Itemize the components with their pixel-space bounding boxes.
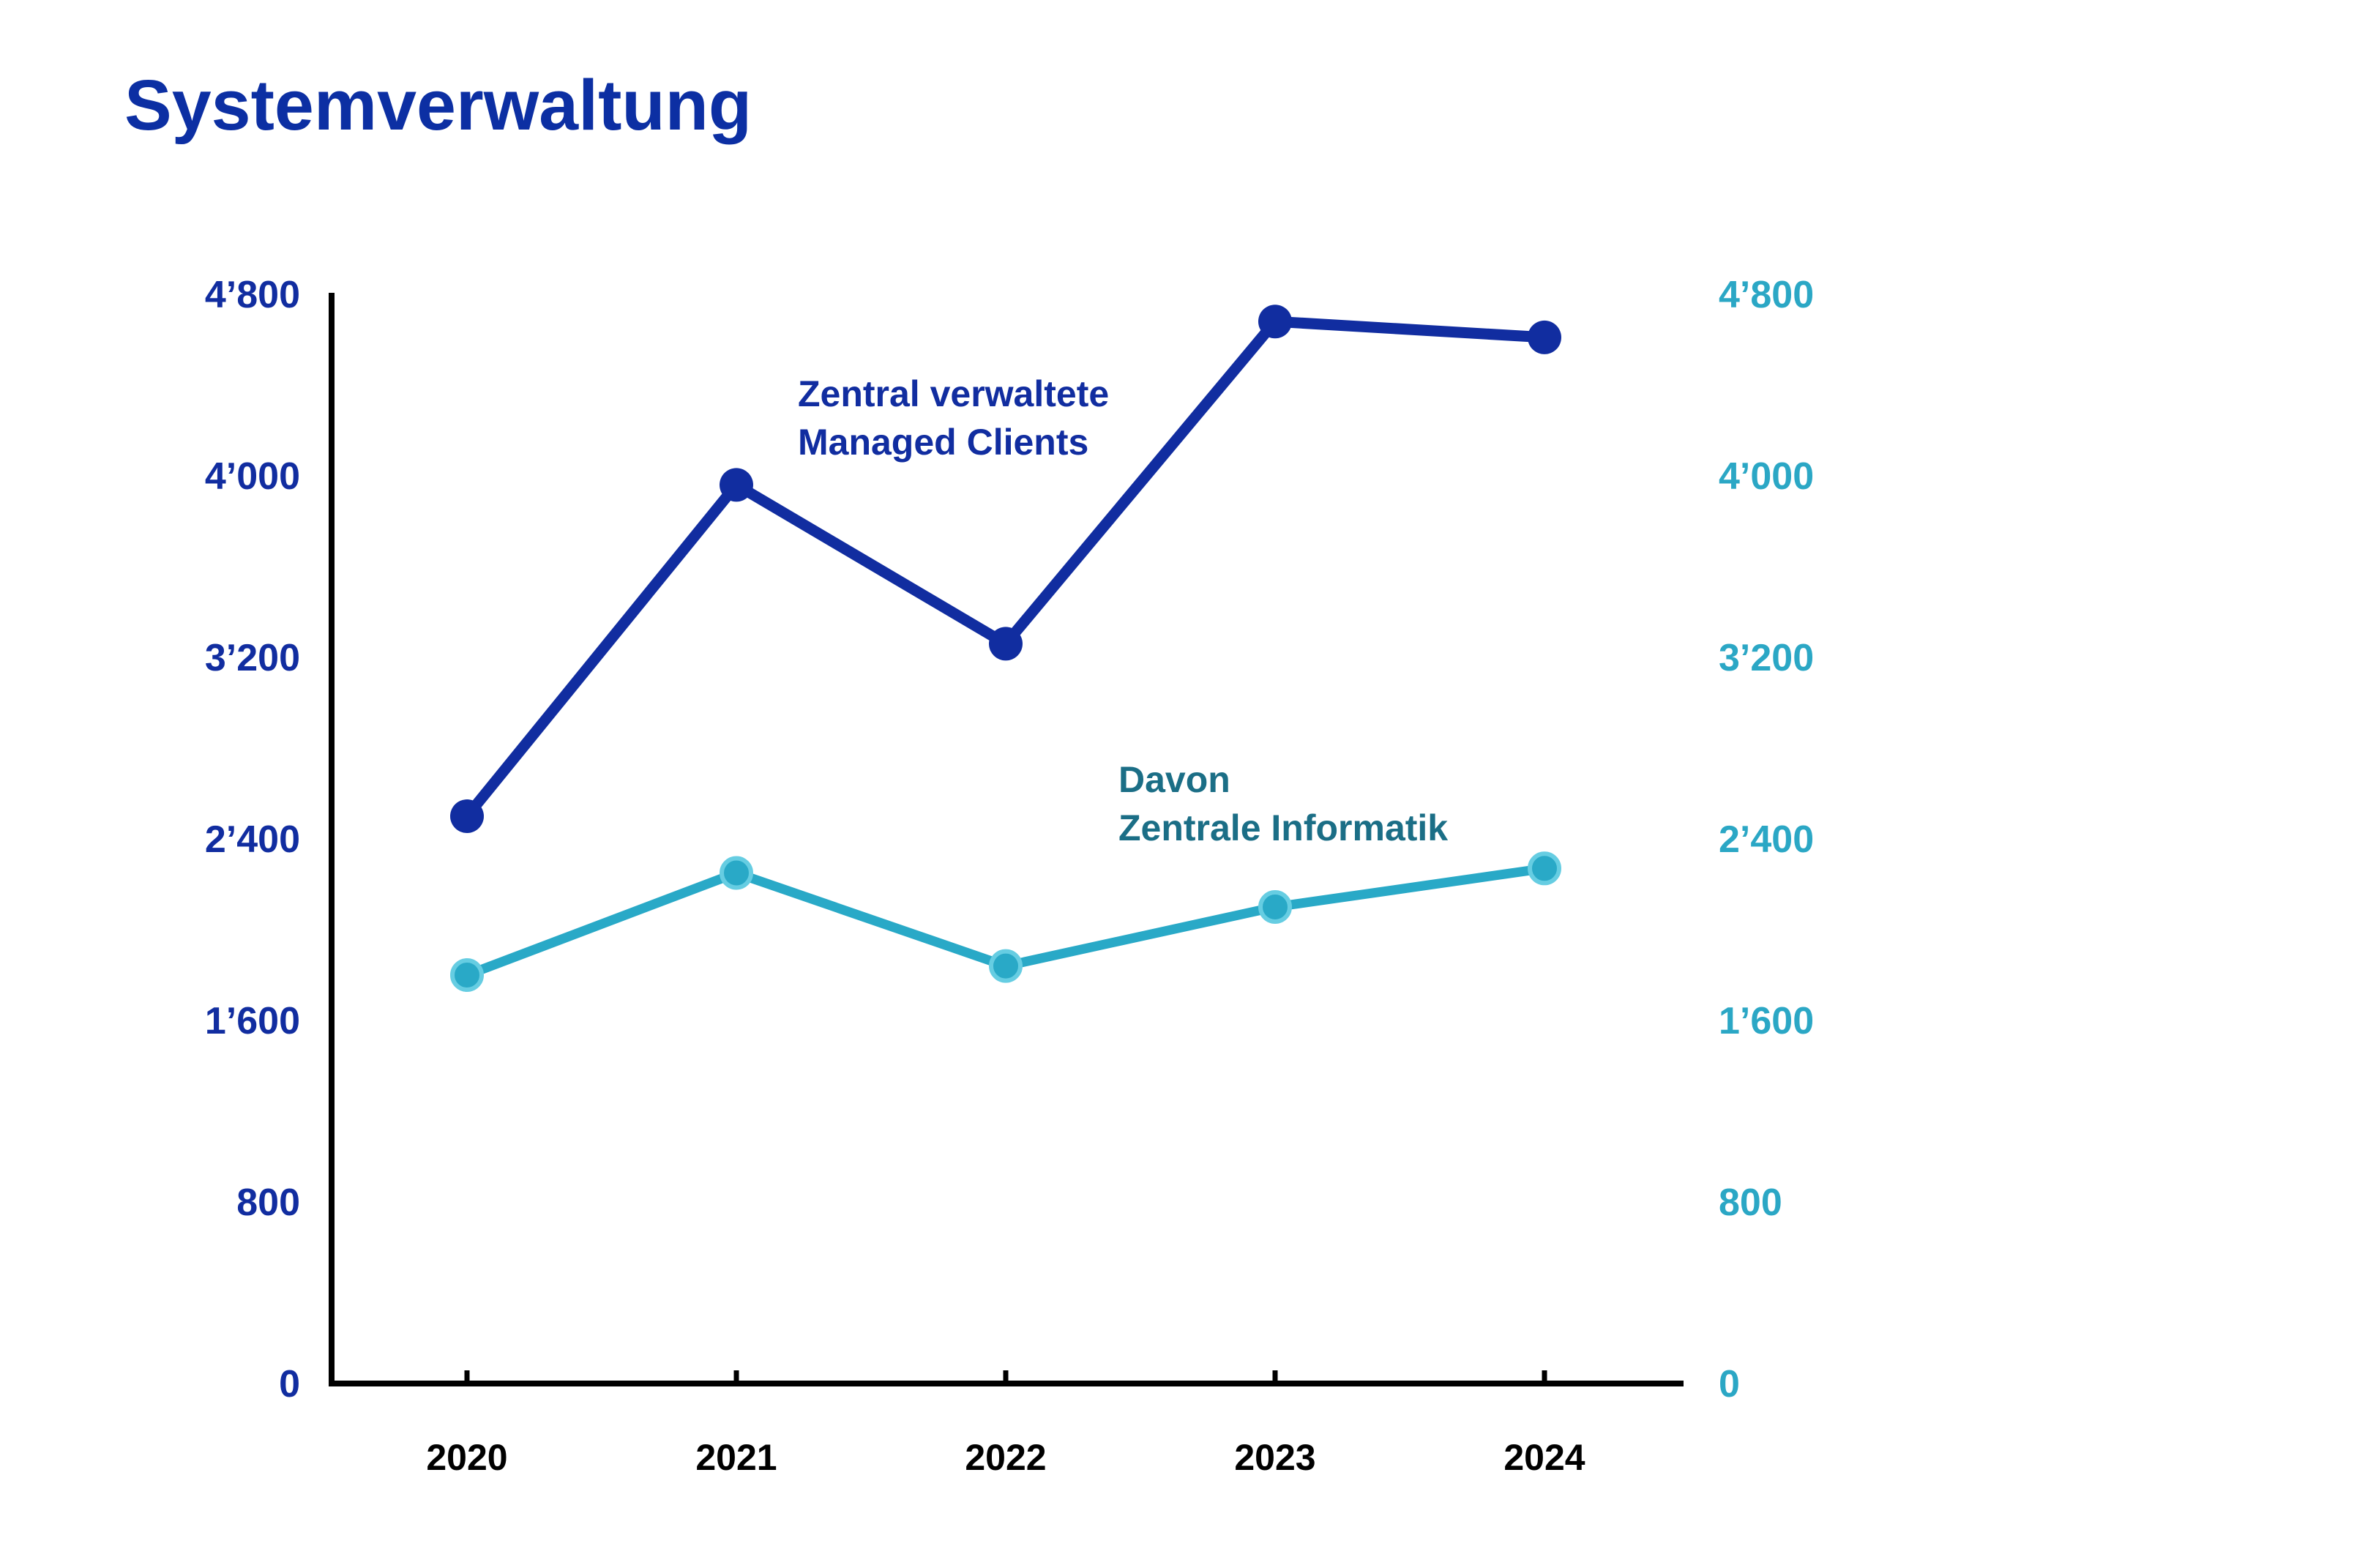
series-label-managed-clients bbox=[798, 370, 1109, 466]
data-point-marker-series-1 bbox=[452, 960, 482, 990]
data-point-marker-series-0 bbox=[989, 627, 1023, 660]
x-tick-label: 2020 bbox=[426, 1437, 508, 1478]
data-point-marker-series-0 bbox=[1258, 305, 1292, 338]
x-tick-label: 2021 bbox=[695, 1437, 777, 1478]
series-label-line: Davon bbox=[1118, 759, 1230, 800]
series-label-line: Managed Clients bbox=[798, 422, 1089, 463]
x-tick-label: 2023 bbox=[1234, 1437, 1316, 1478]
data-point-marker-series-0 bbox=[1528, 321, 1561, 354]
series-label-zentrale-informatik bbox=[1118, 755, 1448, 852]
data-point-marker-series-1 bbox=[722, 859, 751, 888]
data-point-marker-series-1 bbox=[1260, 892, 1290, 922]
y-tick-label-left: 4’800 bbox=[204, 274, 300, 316]
data-point-marker-series-1 bbox=[1530, 854, 1559, 883]
y-tick-label-left: 2’400 bbox=[204, 818, 300, 861]
y-tick-label-left: 1’600 bbox=[204, 1000, 300, 1042]
x-tick-label: 2024 bbox=[1503, 1437, 1585, 1478]
y-tick-label-left: 3’200 bbox=[204, 637, 300, 679]
data-point-marker-series-0 bbox=[450, 799, 484, 833]
y-tick-label-right: 4’000 bbox=[1719, 455, 1815, 498]
y-tick-label-left: 800 bbox=[236, 1181, 300, 1224]
y-tick-label-right: 1’600 bbox=[1719, 1000, 1815, 1042]
y-tick-label-right: 0 bbox=[1719, 1363, 1740, 1405]
x-tick-label: 2022 bbox=[965, 1437, 1047, 1478]
series-label-line: Zentrale Informatik bbox=[1118, 807, 1449, 848]
data-point-marker-series-1 bbox=[991, 952, 1020, 981]
chart-title: Systemverwaltung bbox=[124, 65, 752, 145]
y-tick-label-right: 2’400 bbox=[1719, 818, 1815, 861]
y-tick-label-left: 4’000 bbox=[204, 455, 300, 498]
y-tick-label-right: 4’800 bbox=[1719, 274, 1815, 316]
y-tick-label-right: 3’200 bbox=[1719, 637, 1815, 679]
y-tick-label-left: 0 bbox=[279, 1363, 300, 1405]
data-point-marker-series-0 bbox=[720, 468, 753, 501]
series-label-line: Zentral verwaltete bbox=[798, 373, 1110, 414]
y-tick-label-right: 800 bbox=[1719, 1181, 1782, 1224]
